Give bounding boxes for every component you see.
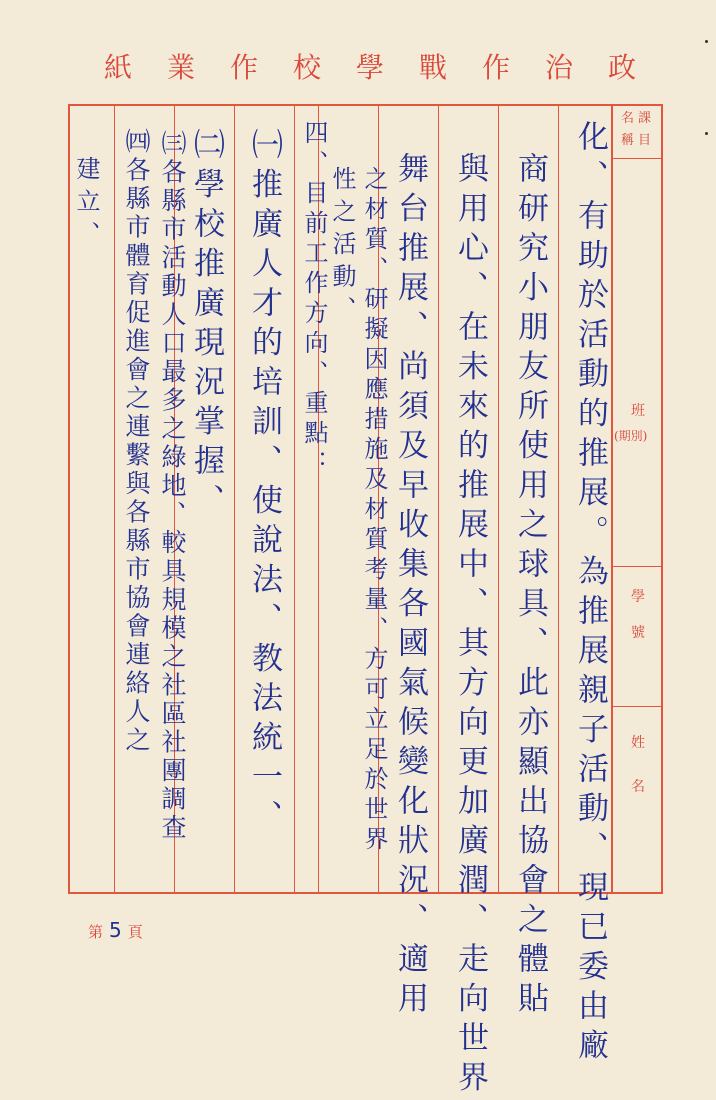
name-label-char: 姓 bbox=[631, 735, 645, 751]
text-column-12: 建立、 bbox=[72, 156, 100, 254]
header-char: 戰 bbox=[418, 51, 447, 84]
text-column-9: ㈡學校推廣現況掌握、 bbox=[188, 128, 224, 523]
page-footer bbox=[88, 918, 143, 942]
margin-mark bbox=[705, 40, 708, 43]
course-label-char: 稱 bbox=[621, 133, 635, 148]
column-rule bbox=[234, 106, 235, 892]
text-column-8: ㈠推廣人才的培訓、使說法、教法統一、 bbox=[246, 128, 282, 839]
text-column-3: 與用心、在未來的推展中、其方向更加廣潤、走向世界 bbox=[452, 152, 488, 1100]
column-rule bbox=[294, 106, 295, 892]
course-label-char: 目 bbox=[638, 133, 652, 148]
text-column-2: 商研究小朋友所使用之球具、此亦顯出協會之體貼 bbox=[512, 152, 548, 1021]
page-number: 5 bbox=[109, 918, 122, 942]
header-char: 業 bbox=[166, 51, 195, 84]
period-label: (期別) bbox=[614, 429, 648, 443]
margin-mark bbox=[705, 132, 708, 135]
text-column-6: 性之活動、 bbox=[328, 166, 356, 329]
course-label-char: 課 bbox=[638, 111, 652, 126]
column-rule bbox=[438, 106, 439, 892]
header-char: 學 bbox=[355, 51, 384, 84]
student-number-box bbox=[613, 566, 661, 707]
text-column-1: 化、有助於活動的推展。為推展親子活動、現已委由廠 bbox=[572, 120, 608, 1068]
course-name-box bbox=[613, 106, 661, 159]
text-column-10: ㈢各縣市活動人口最多之綠地、較具規模之社區社團調查 bbox=[158, 130, 187, 843]
column-rule bbox=[558, 106, 559, 892]
name-label-char: 名 bbox=[631, 779, 645, 795]
text-column-4: 舞台推展、尚須及早收集各國氣候變化狀況、適用 bbox=[392, 152, 428, 1021]
text-column-11: ㈣各縣市體育促進會之連繫與各縣市協會連絡人之 bbox=[122, 128, 151, 755]
page-suffix: 頁 bbox=[127, 923, 143, 941]
manuscript-frame bbox=[68, 104, 663, 1100]
header-char: 作 bbox=[229, 51, 258, 84]
column-rule bbox=[114, 106, 115, 892]
student-info-panel bbox=[611, 106, 661, 892]
header-char: 治 bbox=[544, 51, 573, 84]
column-rule bbox=[498, 106, 499, 892]
header-char: 校 bbox=[292, 51, 321, 84]
class-box bbox=[613, 158, 661, 567]
text-column-5: 之材質、研擬因應措施及材質考量、方可立足於世界 bbox=[360, 166, 388, 856]
header-char: 政 bbox=[607, 51, 636, 84]
page-prefix: 第 bbox=[88, 923, 104, 941]
text-column-7: 四、目前工作方向、重點： bbox=[300, 120, 328, 480]
paper-header bbox=[100, 46, 640, 86]
course-label-char: 名 bbox=[621, 111, 635, 126]
header-char: 作 bbox=[481, 51, 510, 84]
class-label: 班 bbox=[631, 403, 645, 419]
student-no-label-char: 號 bbox=[631, 625, 645, 641]
header-char: 紙 bbox=[103, 51, 132, 84]
name-box bbox=[613, 706, 661, 894]
student-no-label-char: 學 bbox=[631, 589, 645, 605]
